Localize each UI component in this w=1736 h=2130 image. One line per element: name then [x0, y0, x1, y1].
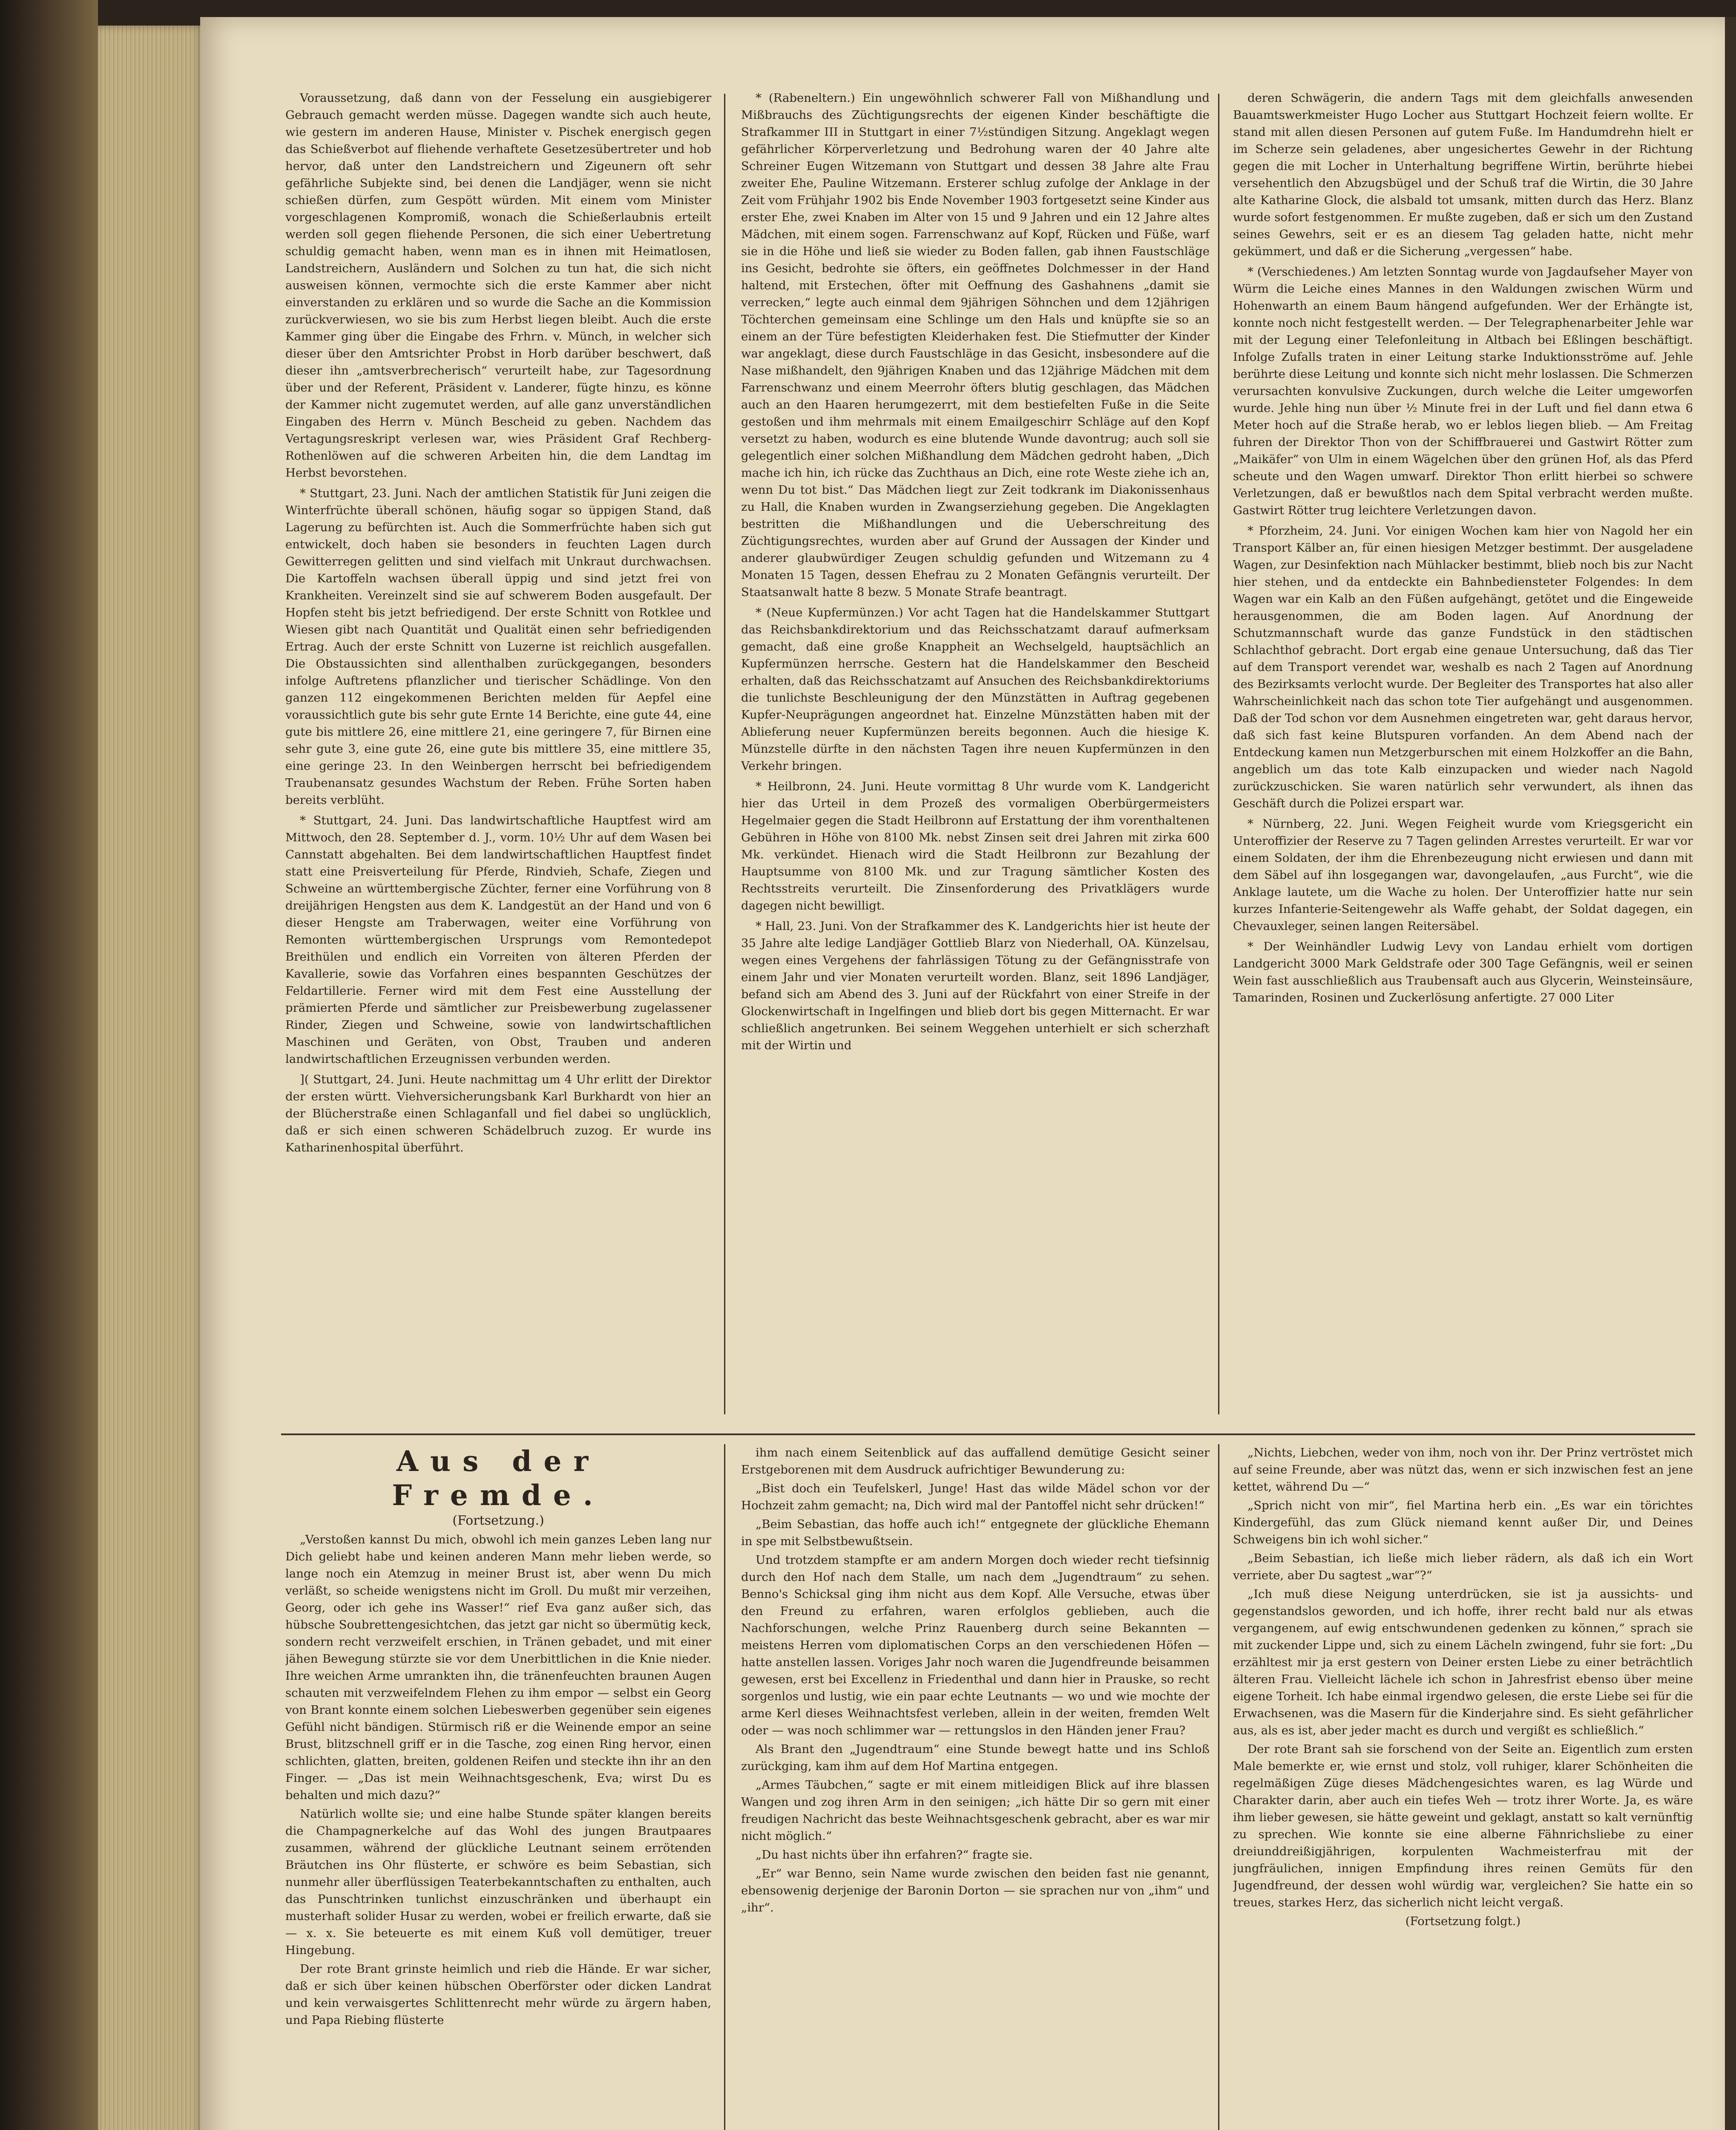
news-paragraph: * (Verschiedenes.) Am letzten Sonntag wurde von Jagdaufseher Mayer von Würm die Leiche eines Mannes in den Waldungen zwischen Würm und Hohenwarth an einem Baum hängend aufgefunden. Wer der Erhängte ist, konnte noch nicht festgestellt werden. — Der Telegraphenarbeiter Jehle war mit der Legung einer Telefonleitung in Altbach bei Eßlingen beschäftigt. Infolge Zufalls traten in einer Leitung starke Induktionsströme auf. Jehle berührte diese Leitung und konnte sich nicht mehr loslassen. Die Schmerzen verursachten konvulsive Zuckungen, durch welche die Leiter umgeworfen wurde. Jehle hing nun über ½ Minute frei in der Luft und fiel dann etwa 6 Meter hoch auf die Straße herab, wo er leblos liegen blieb. — Am Freitag fuhren der Direktor Thon von der Schiffbrauerei und Gastwirt Rötter zum „Maikäfer“ von Ulm in einem Wägelchen über den grünen Hof, als das Pferd scheute und den Wagen umwarf. Direktor Thon erlitt hierbei so schwere Verletzungen, daß er bewußtlos nach dem Spital verbracht werden mußte. Gastwirt Rötter trug leichtere Verletzungen davon. — [1233, 265, 1693, 517]
news-paragraph: * Pforzheim, 24. Juni. Vor einigen Wochen kam hier von Nagold her ein Transport Kälber an, für einen hiesigen Metzger bestimmt. Der ausgeladene Wagen, zur Desinfektion nach Mühlacker bestimmt, blieb noch bis zur Nacht hier stehen, und da entdeckte ein Bahnbediensteter Folgendes: In dem Wagen war ein Kalb an den Füßen aufgehängt, getötet und die Eingeweide herausgenommen, die am Boden lagen. Auf Anordnung der Schutzmannschaft wurde das ganze Fundstück in den städtischen Schlachthof gebracht. Dort ergab eine genaue Untersuchung, daß das Tier auf dem Transport verendet war, weshalb es nach 2 Tagen auf Anordnung des Bezirksamts verlocht wurde. Der Begleiter des Transportes hat also aller Wahrscheinlichkeit nach das schon tote Tier aufgehängt und ausgenommen. Daß der Tod schon vor dem Ausnehmen eingetreten war, geht daraus hervor, daß sich fast keine Blutspuren vorfanden. An dem Abend nach der Entdeckung kamen nun Metzgerburschen mit einem Holzkoffer an die Bahn, angeblich um das tote Kalb einzupacken und wieder nach Nagold zurückzuschicken. Sie waren natürlich sehr verwundert, als ihnen das Geschäft durch die Polizei erspart war. — [1233, 524, 1693, 810]
column-rule — [724, 94, 725, 1414]
serial-paragraph: „Nichts, Liebchen, weder von ihm, noch von ihr. Der Prinz vertröstet mich auf seine Freunde, aber was nützt das, wenn er sich inzwischen fest an jene kettet, während Du —“ — [1233, 1446, 1693, 1494]
news-paragraph: * Hall, 23. Juni. Von der Strafkammer des K. Landgerichts hier ist heute der 35 Jahre alte ledige Landjäger Gottlieb Blarz von Niederhall, OA. Künzelsau, wegen eines Vergehens der fahrlässigen Tötung zu der Gefängnisstrafe von einem Jahr und vier Monaten verurteilt worden. Blanz, seit 1896 Landjäger, befand sich am Abend des 3. Juni auf der Rückfahrt von einer Streife in der Glockenwirtschaft in Ingelfingen und blieb dort bis gegen Mitternacht. Er war schließlich angetrunken. Bei seinem Weggehen unterhielt er sich scherzhaft mit der Wirtin und — [741, 919, 1210, 1052]
news-paragraph: * Heilbronn, 24. Juni. Heute vormittag 8 Uhr wurde vom K. Landgericht hier das Urteil in dem Prozeß des vormaligen Oberbürgermeisters Hegelmaier gegen die Stadt Heilbronn auf Erstattung der ihm vorenthaltenen Gebühren in Höhe von 8100 Mk. nebst Zinsen seit drei Jahren mit zirka 600 Mk. verkündet. Hienach wird die Stadt Heilbronn zur Bezahlung der Hauptsumme von 8100 Mk. und zur Tragung sämtlicher Kosten des Rechtsstreits verurteilt. Die Zinsenforderung des Privatklägers wurde dagegen nicht bewilligt. — [741, 780, 1210, 912]
serial-paragraph: ihm nach einem Seitenblick auf das auffallend demütige Gesicht seiner Erstgeborenen mit dem Ausdruck aufrichtiger Bewunderung zu: — [741, 1446, 1210, 1477]
news-paragraph: ]( Stuttgart, 24. Juni. Heute nachmittag um 4 Uhr erlitt der Direktor der ersten württ. Viehversicherungsbank Karl Burkhardt von hier an der Blücherstraße einen Schlaganfall und fiel dabei so unglücklich, daß er sich einen schweren Schädelbruch zuzog. Er wurde ins Katharinenhospital überführt. — [285, 1073, 711, 1154]
page-edges — [98, 26, 204, 2130]
serial-paragraph: „Beim Sebastian, das hoffe auch ich!“ entgegnete der glückliche Ehemann in spe mit Selbstbewußtsein. — [741, 1517, 1210, 1548]
column-rule — [1218, 94, 1219, 1414]
news-paragraph: * Nürnberg, 22. Juni. Wegen Feigheit wurde vom Kriegsgericht ein Unteroffizier der Reserve zu 7 Tagen gelinden Arrestes verurteilt. Er war vor einem Soldaten, der ihm die Ehrenbezeugung nicht erwiesen und dann mit dem Säbel auf ihn losgegangen war, davongelaufen, „aus Furcht“, wie die Anklage lautete, um die Wache zu holen. Der Unteroffizier hatte nur sein kurzes Infanterie-Seitengewehr als Waffe gehabt, der Soldat dagegen, ein Chevauxleger, seinen langen Reitersäbel. — [1233, 817, 1693, 933]
book-binding — [0, 0, 98, 2130]
column-rule — [1218, 1444, 1219, 2130]
serial-paragraph: „Ich muß diese Neigung unterdrücken, sie ist ja aussichts- und gegenstandslos geworden, und ich hoffe, ihrer recht bald nur als etwas vergangenem, auf ewig entschwundenen gedenken zu können,“ sprach sie mit zuckender Lippe und, sich zu einem Lächeln zwingend, fuhr sie fort: „Du erzähltest mir ja erst gestern von Deiner ersten Liebe zu einer beträchtlich älteren Frau. Vielleicht lächele ich schon in Jahresfrist ebenso über meine eigene Torheit. Ich habe einmal irgendwo gelesen, die erste Liebe sei für die Erwachsenen, was die Masern für die Kinderjahre sind. Es sieht gefährlicher aus, als es ist, aber jeder macht es durch und vergißt es schließlich.“ — [1233, 1587, 1693, 1737]
news-paragraph: Voraussetzung, daß dann von der Fesselung ein ausgiebigerer Gebrauch gemacht werden müsse. Dagegen wandte sich auch heute, wie gestern im anderen Hause, Minister v. Pischek energisch gegen das Schießverbot auf fliehende verhaftete Gesetzesübertreter und hob hervor, daß unter den Landstreichern und Zigeunern oft sehr gefährliche Subjekte sind, bei denen die Landjäger, wenn sie nicht schießen dürfen, zum Gespött würden. Mit einem vom Minister vorgeschlagenen Kompromiß, wonach die Schießerlaubnis erteilt werden soll gegen fliehende Personen, die sich einer Uebertretung schuldig gemacht haben, wenn man es in ihnen mit Heimatlosen, Landstreichern, Ausländern und Solchen zu tun hat, die sich nicht ausweisen können, vermochte sich die erste Kammer aber nicht einverstanden zu erklären und so wurde die Sache an die Kommission zurückverwiesen, wo sie bis zum Herbst liegen bleibt. Auch die erste Kammer ging über die Eingabe des Frhrn. v. Münch, in welcher sich dieser über den Amtsrichter Probst in Horb darüber beschwert, daß dieser ihn „amtsverbrecherisch“ verurteilt habe, zur Tagesordnung über und der Referent, Präsident v. Landerer, fügte hinzu, es könne der Kammer nicht zugemutet werden, auf alle ganz unverständlichen Eingaben des Herrn v. Münch Bescheid zu geben. Nachdem das Vertagungsreskript verlesen war, wies Präsident Graf Rechberg-Rothenlöwen auf die schweren Arbeiten hin, die dem Landtag im Herbst bevorstehen. — [285, 91, 711, 480]
serial-continued-note: (Fortsetzung folgt.) — [1405, 1914, 1521, 1928]
serial-paragraph: Als Brant den „Jugendtraum“ eine Stunde bewegt hatte und ins Schloß zurückging, kam ihm auf dem Hof Martina entgegen. — [741, 1742, 1210, 1773]
news-paragraph: * (Rabeneltern.) Ein ungewöhnlich schwerer Fall von Mißhandlung und Mißbrauchs des Züchtigungsrechts der eigenen Kinder beschäftigte die Strafkammer III in Stuttgart in einer 7½stündigen Sitzung. Angeklagt wegen gefährlicher Körperverletzung und Bedrohung waren der 40 Jahre alte Schreiner Eugen Witzemann von Stuttgart und dessen 38 Jahre alte Frau zweiter Ehe, Pauline Witzemann. Ersterer schlug zufolge der Anklage in der Zeit vom Frühjahr 1902 bis Ende November 1903 fortgesetzt seine Kinder aus erster Ehe, zwei Knaben im Alter von 15 und 9 Jahren und ein 12 Jahre altes Mädchen, mit einem sogen. Farrenschwanz auf Kopf, Rücken und Füße, warf sie in die Höhe und ließ sie wieder zu Boden fallen, gab ihnen Faustschläge ins Gesicht, bedrohte sie öfters, ein geöffnetes Dolchmesser in der Hand haltend, mit Erstechen, öfter mit Oeffnung des Gashahnens „damit sie verrecken,“ legte auch einmal dem 9jährigen Söhnchen und dem 12jährigen Töchterchen gemeinsam eine Schlinge um den Hals und knüpfte sie so an einem an der Türe befestigten Kleiderhaken fest. Die Stiefmutter der Kinder war angeklagt, diese durch Faustschläge in das Gesicht, insbesondere auf die Nase mißhandelt, den 9jährigen Knaben und das 12jährige Mädchen mit dem Farrenschwanz und einem Meerrohr öfters blutig geschlagen, das Mädchen auch an den Haaren herumgezerrt, mit dem bestiefelten Fuße in die Seite gestoßen und ihm mehrmals mit einem Emailgeschirr Schläge auf den Kopf versetzt zu haben, wodurch es eine blutende Wunde davontrug; auch soll sie gelegentlich einer solchen Mißhandlung dem Mädchen gedroht haben, „Dich mache ich hin, ich rücke das Zuchthaus an Dich, eine rote Weste ziehe ich an, wenn Du tot bist.“ Das Mädchen liegt zur Zeit todkrank im Diakonissenhaus zu Hall, die Knaben wurden in Zwangserziehung gegeben. Die Angeklagten bestritten die Mißhandlungen und die Ueberschreitung des Züchtigungsrechtes, wurden aber auf Grund der Aussagen der Kinder und anderer glaubwürdiger Zeugen schuldig gefunden und Witzemann zu 4 Monaten 15 Tagen, dessen Ehefrau zu 2 Monaten Gefängnis verurteilt. Der Staatsanwalt hatte 8 bezw. 5 Monate Strafe beantragt. — [741, 91, 1210, 599]
news-column-2 — [741, 89, 1210, 1402]
serial-paragraph: Der rote Brant sah sie forschend von der Seite an. Eigentlich zum ersten Male bemerkte er, wie ernst und stolz, voll ruhiger, klarer Schönheiten die regelmäßigen Züge dieses Mädchengesichtes waren, es lag Würde und Charakter darin, aber auch ein tiefes Weh — trotz ihrer Worte. Ja, es wäre ihm lieber gewesen, sie hätte geweint und geklagt, anstatt so kalt vernünftig zu sprechen. Wie konnte sie eine alberne Fähnrichsliebe zu einer dreiunddreißigjährigen, korpulenten Wachmeisterfrau mit der jungfräulichen, innigen Empfindung ihres reinen Gemüts für den Jugendfreund, der dessen wohl würdig war, vergleichen? Sie hatte ein so treues, starkes Herz, das sicherlich nicht leicht vergaß. — [1233, 1742, 1693, 1909]
serial-paragraph: „Sprich nicht von mir“, fiel Martina herb ein. „Es war ein törichtes Kindergefühl, das zum Glück niemand kennt außer Dir, und Deines Schweigens bin ich wohl sicher.“ — [1233, 1499, 1693, 1546]
news-column-1 — [285, 89, 711, 1402]
serial-title: Aus der Fremde. — [392, 1445, 605, 1512]
news-column-3 — [1233, 89, 1693, 1402]
serial-paragraph: „Bist doch ein Teufelskerl, Junge! Hast das wilde Mädel schon vor der Hochzeit zahm gemacht; na, Dich wird mal der Pantoffel nicht sehr drücken!“ — [741, 1482, 1210, 1512]
serial-paragraph: „Er“ war Benno, sein Name wurde zwischen den beiden fast nie genannt, ebensowenig derjenige der Baronin Dorton — sie sprachen nur von „ihm“ und „ihr“. — [741, 1867, 1210, 1914]
serial-paragraph: Der rote Brant grinste heimlich und rieb die Hände. Er war sicher, daß er sich über keinen hübschen Oberförster oder dicken Landrat und kein verwaisgertes Schlittenrecht mehr würde zu ärgern haben, und Papa Riebing flüsterte — [285, 1962, 711, 2027]
serial-paragraph: Natürlich wollte sie; und eine halbe Stunde später klangen bereits die Champagnerkelche auf das Wohl des jungen Brautpaares zusammen, während der glückliche Leutnant seinem errötenden Bräutchen ins Ohr flüsterte, er schwöre es beim Sebastian, sich nunmehr aller überflüssigen Teaterbekanntschaften zu enthalten, auch das Punschtrinken tunlichst einzuschränken und überhaupt ein musterhaft solider Husar zu werden, wobei er freilich erwarte, daß sie — x. x. Sie beteuerte es mit einem Kuß voll demütiger, treuer Hingebung. — [285, 1807, 711, 1957]
page-right-edge — [1725, 17, 1736, 2130]
news-paragraph: * Stuttgart, 23. Juni. Nach der amtlichen Statistik für Juni zeigen die Winterfrüchte überall schönen, häufig sogar so üppigen Stand, daß Lagerung zu befürchten ist. Auch die Sommerfrüchte haben sich gut entwickelt, doch haben sie besonders in feuchten Lagen durch Gewitterregen gelitten und sind vielfach mit Unkraut durchwachsen. Die Kartoffeln wachsen überall üppig und sind jetzt frei von Krankheiten. Vereinzelt sind sie auf schwerem Boden ausgefault. Der Hopfen steht bis jetzt befriedigend. Der erste Schnitt von Rotklee und Wiesen gibt nach Quantität und Qualität einen sehr befriedigenden Ertrag. Auch der erste Schnitt von Luzerne ist reichlich ausgefallen. Die Obstaussichten sind allenthalben zurückgegangen, besonders infolge Auftretens pflanzlicher und tierischer Schädlinge. Von den ganzen 112 eingekommenen Berichten melden für Aepfel eine voraussichtlich gute bis sehr gute Ernte 14 Berichte, eine gute 44, eine gute bis mittlere 26, eine mittlere 21, eine geringere 7, für Birnen eine sehr gute 3, eine gute 26, eine gute bis mittlere 35, eine mittlere 35, eine geringe 23. In den Weinbergen herrscht bei befriedigendem Traubenansatz gesundes Wachstum der Reben. Frühe Sorten haben bereits verblüht. — [285, 486, 711, 807]
serial-subtitle: (Fortsetzung.) — [452, 1513, 544, 1528]
serial-paragraph: „Du hast nichts über ihn erfahren?“ fragte sie. — [756, 1848, 1033, 1862]
serial-column-2 — [741, 1444, 1210, 2130]
serial-paragraph: „Verstoßen kannst Du mich, obwohl ich mein ganzes Leben lang nur Dich geliebt habe und keinen anderen Mann mehr lieben werde, so lange noch ein Atemzug in meiner Brust ist, aber wenn Du mich verläßt, so scheide wenigstens nicht im Groll. Du mußt mir verzeihen, Georg, oder ich gehe ins Wasser!“ rief Eva ganz außer sich, das hübsche Soubrettengesichtchen, das jetzt gar nicht so übermütig keck, sondern recht verzweifelt erschien, in Tränen gebadet, und mit einer jähen Bewegung stürzte sie vor dem Unerbittlichen in die Knie nieder. Ihre weichen Arme umrankten ihn, die tränenfeuchten braunen Augen schauten mit verzweifelndem Flehen zu ihm empor — selbst ein Georg von Brant konnte einem solchen Liebeswerben gegenüber sein eigenes Gefühl nicht bändigen. Stürmisch riß er die Weinende empor an seine Brust, blitzschnell griff er in die Tasche, zog einen Ring hervor, einen schlichten, glatten, breiten, goldenen Reifen und steckte ihn ihr an den Finger. — „Das ist mein Weihnachtsgeschenk, Eva; wirst Du es behalten und mich dazu?“ — [285, 1533, 711, 1802]
serial-column-1 — [285, 1444, 711, 2130]
news-paragraph: * (Neue Kupfermünzen.) Vor acht Tagen hat die Handelskammer Stuttgart das Reichsbankdirektorium und das Reichsschatzamt darauf aufmerksam gemacht, daß eine große Knappheit an Wechselgeld, hauptsächlich an Kupfermünzen herrsche. Gestern hat die Handelskammer den Bescheid erhalten, daß das Reichsschatzamt auf Ansuchen des Reichsbankdirektoriums die tunlichste Beschleunigung der den Münzstätten in Auftrag gegebenen Kupfer-Neuprägungen angeordnet hat. Einzelne Münzstätten haben mit der Ablieferung neuer Kupfermünzen bereits begonnen. Auch die hiesige K. Münzstelle dürfte in den nächsten Tagen ihre neuen Kupfermünzen in den Verkehr bringen. — [741, 606, 1210, 773]
serial-paragraph: Und trotzdem stampfte er am andern Morgen doch wieder recht tiefsinnig durch den Hof nach dem Stalle, um nach dem „Jugendtraum“ zu sehen. Benno's Schicksal ging ihm nicht aus dem Kopf. Alle Versuche, etwas über den Freund zu erfahren, waren erfolglos geblieben, auch die Nachforschungen, welche Prinz Rauenberg durch seine Bekannten — meistens Herren vom diplomatischen Corps an den verschiedenen Höfen — hatte anstellen lassen. Voriges Jahr noch waren die Jugendfreunde beisammen gewesen, erst bei Excellenz in Friedenthal und dann hier in Prauske, so recht sorgenlos und lustig, wie ein paar echte Leutnants — wo und wie mochte der arme Kerl dieses Weihnachtsfest verleben, allein in der weiten, fremden Welt oder — was noch schlimmer war — rettungslos in den Händen jener Frau? — [741, 1553, 1210, 1737]
serial-column-3 — [1233, 1444, 1693, 2130]
serial-paragraph: „Beim Sebastian, ich ließe mich lieber rädern, als daß ich ein Wort verriete, aber Du sagtest „war“?“ — [1233, 1551, 1693, 1582]
column-rule — [724, 1444, 725, 2130]
news-paragraph: deren Schwägerin, die andern Tags mit dem gleichfalls anwesenden Bauamtswerkmeister Hugo Locher aus Stuttgart Hochzeit feiern wollte. Er stand mit allen diesen Personen auf gutem Fuße. Im Handumdrehn hielt er im Scherze sein geladenes, aber ungesichertes Gewehr in der Richtung gegen die mit Locher in Unterhaltung begriffene Wirtin, berührte hiebei versehentlich den Abzugsbügel und der Schuß traf die Wirtin, die 30 Jahre alte Katharine Glock, die alsbald tot umsank, mitten durch das Herz. Blanz wurde sofort festgenommen. Er mußte zugeben, daß er sich um den Zustand seines Gewehrs, seit er es an diesem Tag geladen hatte, nicht mehr gekümmert, und daß er die Sicherung „vergessen“ habe. — [1233, 91, 1693, 258]
news-paragraph: * Stuttgart, 24. Juni. Das landwirtschaftliche Hauptfest wird am Mittwoch, den 28. September d. J., vorm. 10½ Uhr auf dem Wasen bei Cannstatt abgehalten. Bei dem landwirtschaftlichen Hauptfest findet statt eine Preisverteilung für Pferde, Rindvieh, Schafe, Ziegen und Schweine an württembergische Züchter, ferner eine Vorführung von 8 dreijährigen Hengsten aus dem K. Landgestüt an der Hand und von 6 dieser Hengste am Traberwagen, weiter eine Vorführung von Remonten württembergischen Ursprungs vom Remontedepot Breithülen und endlich ein Vorreiten von älteren Pferden der Kavallerie, sowie das Vorfahren eines bespannten Geschützes der Feldartillerie. Ferner wird mit dem Fest eine Ausstellung der prämierten Pferde und sämtlicher zur Preisbewerbung zugelassener Rinder, Ziegen und Schweine, sowie von landwirtschaftlichen Maschinen und Geräten, von Obst, Trauben und anderen landwirtschaftlichen Erzeugnissen verbunden werden. — [285, 814, 711, 1066]
serial-paragraph: „Armes Täubchen,“ sagte er mit einem mitleidigen Blick auf ihre blassen Wangen und zog ihren Arm in den seinigen; „ich hätte Dir so gern mit einer freudigen Nachricht das beste Weihnachtsgeschenk gebracht, aber es war mir nicht möglich.“ — [741, 1778, 1210, 1843]
section-divider — [281, 1433, 1695, 1435]
news-paragraph: * Der Weinhändler Ludwig Levy von Landau erhielt vom dortigen Landgericht 3000 Mark Geldstrafe oder 300 Tage Gefängnis, weil er seinen Wein fast ausschließlich aus Traubensaft auch aus Glycerin, Weinsteinsäure, Tamarinden, Rosinen und Zuckerlösung anfertigte. 27 000 Liter — [1233, 940, 1693, 1005]
